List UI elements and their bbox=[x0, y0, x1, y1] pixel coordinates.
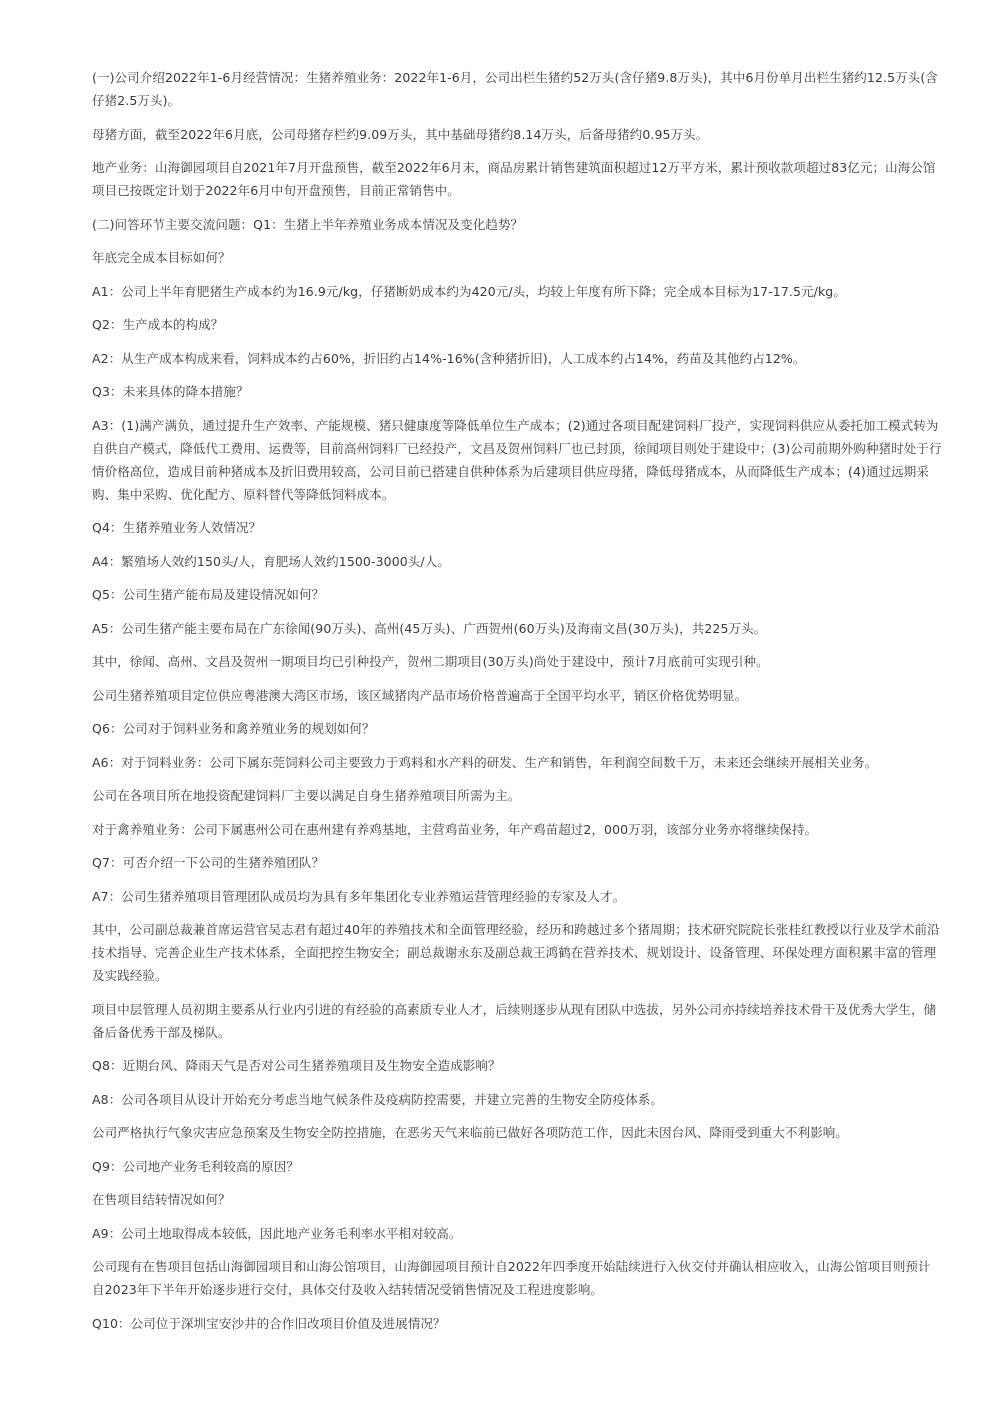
question-q1: (二)问答环节主要交流问题：Q1：生猪上半年养殖业务成本情况及变化趋势？ bbox=[92, 216, 524, 232]
answer-a8: A8：公司各项目从设计开始充分考虑当地气候条件及疫病防控需要，并建立完善的生物安全防疫体系。 bbox=[92, 1091, 664, 1107]
answer-a7-cont-2: 项目中层管理人员初期主要系从行业内引进的有经验的高素质专业人才，后续则逐步从现有团队中选拔，另外公司亦持续培养技术骨干及优秀大学生，储备后备优秀干部及梯队。 bbox=[92, 1001, 937, 1040]
answer-a3: A3：(1)满产满负，通过提升生产效率、产能规模、猪只健康度等降低单位生产成本；(2)通过各项目配建饲料厂投产，实现饲料供应从委托加工模式转为自供自产模式，降低代工费用、运费等，目前高州饲料厂已经投产，文昌及贺州饲料厂也已封顶，徐闻项目则处于建设中；(3)公司前期外购种猪时处于行情价格高位，造成目前种猪成本及折旧费用较高，公司目前已搭建自供种体系为后建项目供应母猪，降低母猪成本，从而降低生产成本；(4)通过远期采购、集中采购、优化配方、原料替代等降低饲料成本。 bbox=[92, 417, 942, 502]
answer-a5-cont-2: 公司生猪养殖项目定位供应粤港澳大湾区市场，该区域猪肉产品市场价格普遍高于全国平均水平，销区价格优势明显。 bbox=[92, 687, 748, 703]
question-q9-cont: 在售项目结转情况如何？ bbox=[92, 1192, 231, 1207]
paragraph-real-estate: 地产业务：山海御园项目自2021年7月开盘预售，截至2022年6月末，商品房累计销售建筑面积超过12万平方米，累计预收款项超过83亿元；山海公馆项目已按既定计划于2022年6月中旬开盘预售，目前正常销售中。 bbox=[92, 160, 936, 198]
question-q3: Q3：未来具体的降本措施？ bbox=[92, 384, 249, 399]
answer-a7: A7：公司生猪养殖项目管理团队成员均为具有多年集团化专业养殖运营管理经验的专家及人才。 bbox=[92, 888, 626, 904]
paragraph-company-intro: (一)公司介绍2022年1-6月经营情况：生猪养殖业务：2022年1-6月，公司出栏生猪约52万头(含仔猪9.8万头)，其中6月份单月出栏生猪约12.5万头(含仔猪2.5万头)。 bbox=[92, 70, 938, 108]
question-q5: Q5：公司生猪产能布局及建设情况如何？ bbox=[92, 587, 325, 602]
answer-a4: A4：繁殖场人效约150头/人，育肥场人效约1500-3000头/人。 bbox=[92, 553, 450, 569]
answer-a7-cont-1: 其中，公司副总裁兼首席运营官吴志君有超过40年的养殖技术和全面管理经验，经历和跨越过多个猪周期；技术研究院院长张桂红教授以行业及学术前沿技术指导、完善企业生产技术体系，全面把控生物安全；副总裁谢永东及副总裁王鸿鹤在营养技术、规划设计、设备管理、环保处理方面积累丰富的管理及实践经验。 bbox=[92, 922, 940, 983]
paragraph-sow-inventory: 母猪方面，截至2022年6月底，公司母猪存栏约9.09万头，其中基础母猪约8.14万头，后备母猪约0.95万头。 bbox=[92, 126, 709, 142]
question-q7: Q7：可否介绍一下公司的生猪养殖团队？ bbox=[92, 855, 325, 870]
question-q4: Q4：生猪养殖业务人效情况？ bbox=[92, 520, 262, 535]
answer-a8-cont: 公司严格执行气象灾害应急预案及生物安全防控措施，在恶劣天气来临前已做好各项防范工作，因此未因台风、降雨受到重大不利影响。 bbox=[92, 1125, 849, 1140]
answer-a9-cont: 公司现有在售项目包括山海御园项目和山海公馆项目，山海御园项目预计自2022年四季度开始陆续进行入伙交付并确认相应收入，山海公馆项目则预计自2023年下半年开始逐步进行交付，具体交付及收入结转情况受销售情况及工程进度影响。 bbox=[92, 1259, 931, 1297]
answer-a5-cont-1: 其中，徐闻、高州、文昌及贺州一期项目均已引种投产，贺州二期项目(30万头)尚处于建设中，预计7月底前可实现引种。 bbox=[92, 654, 769, 669]
answer-a6-cont-1: 公司在各项目所在地投资配建饲料厂主要以满足自身生猪养殖项目所需为主。 bbox=[92, 788, 521, 803]
question-q2: Q2：生产成本的构成？ bbox=[92, 317, 224, 332]
question-q1-cont: 年底完全成本目标如何？ bbox=[92, 250, 231, 265]
answer-a9: A9：公司土地取得成本较低，因此地产业务毛利率水平相对较高。 bbox=[92, 1225, 462, 1241]
answer-a6: A6：对于饲料业务：公司下属东莞饲料公司主要致力于鸡料和水产料的研发、生产和销售，年利润空间数千万，未来还会继续开展相关业务。 bbox=[92, 754, 878, 770]
answer-a6-cont-2: 对于禽养殖业务：公司下属惠州公司在惠州建有养鸡基地，主营鸡苗业务，年产鸡苗超过2，000万羽，该部分业务亦将继续保持。 bbox=[92, 821, 818, 837]
answer-a1: A1：公司上半年育肥猪生产成本约为16.9元/kg，仔猪断奶成本约为420元/头，均较上年度有所下降；完全成本目标为17-17.5元/kg。 bbox=[92, 283, 846, 299]
question-q6: Q6：公司对于饲料业务和禽养殖业务的规划如何？ bbox=[92, 721, 375, 736]
answer-a2: A2：从生产成本构成来看，饲料成本约占60%，折旧约占14%-16%(含种猪折旧)，人工成本约占14%，药苗及其他约占12%。 bbox=[92, 350, 806, 366]
question-q9: Q9：公司地产业务毛利较高的原因？ bbox=[92, 1158, 299, 1174]
question-q8: Q8：近期台风、降雨天气是否对公司生猪养殖项目及生物安全造成影响？ bbox=[92, 1058, 501, 1073]
answer-a5: A5：公司生猪产能主要布局在广东徐闻(90万头)、高州(45万头)、广西贺州(60万头)及海南文昌(30万头)，共225万头。 bbox=[92, 620, 767, 636]
question-q10: Q10：公司位于深圳宝安沙井的合作旧改项目价值及进展情况？ bbox=[92, 1315, 446, 1331]
